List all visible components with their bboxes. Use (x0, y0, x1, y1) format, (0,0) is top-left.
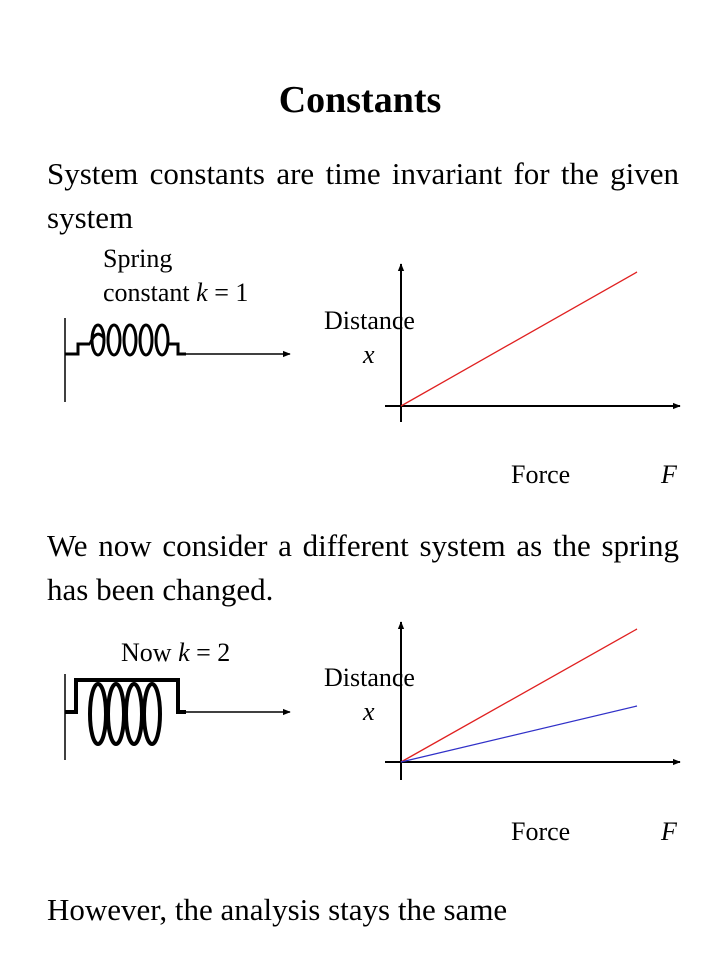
graph2-y-label: Distance (324, 663, 415, 692)
graph1-y-symbol: x (363, 340, 375, 369)
spring1-diagram (65, 318, 290, 402)
conclusion-paragraph: However, the analysis stays the same (47, 892, 508, 927)
graph2-y-symbol: x (363, 697, 375, 726)
spring1-coil (65, 325, 186, 355)
spring2-coil (65, 680, 186, 744)
graph2-x-label: Force (511, 817, 571, 846)
graph2-x-symbol: F (661, 817, 677, 846)
middle-paragraph: We now consider a different system as the spring has been changed. (47, 528, 679, 607)
graph1 (385, 264, 680, 422)
graph2 (385, 622, 680, 780)
intro-paragraph: System constants are time invariant for the given system (47, 156, 679, 235)
spring2-diagram (65, 674, 290, 760)
graph2-line-k1 (401, 629, 637, 762)
graph1-x-symbol: F (661, 460, 677, 489)
graph1-y-label: Distance (324, 306, 415, 335)
graph1-x-label: Force (511, 460, 571, 489)
spring2-label: Now k = 2 (121, 638, 231, 667)
spring1-label-line2: constant k = 1 (103, 278, 249, 307)
page-title: Constants (278, 79, 442, 121)
graph2-line-k2 (401, 706, 637, 762)
graph1-line-k1 (401, 272, 637, 406)
spring1-label-line1: Spring (103, 244, 173, 273)
